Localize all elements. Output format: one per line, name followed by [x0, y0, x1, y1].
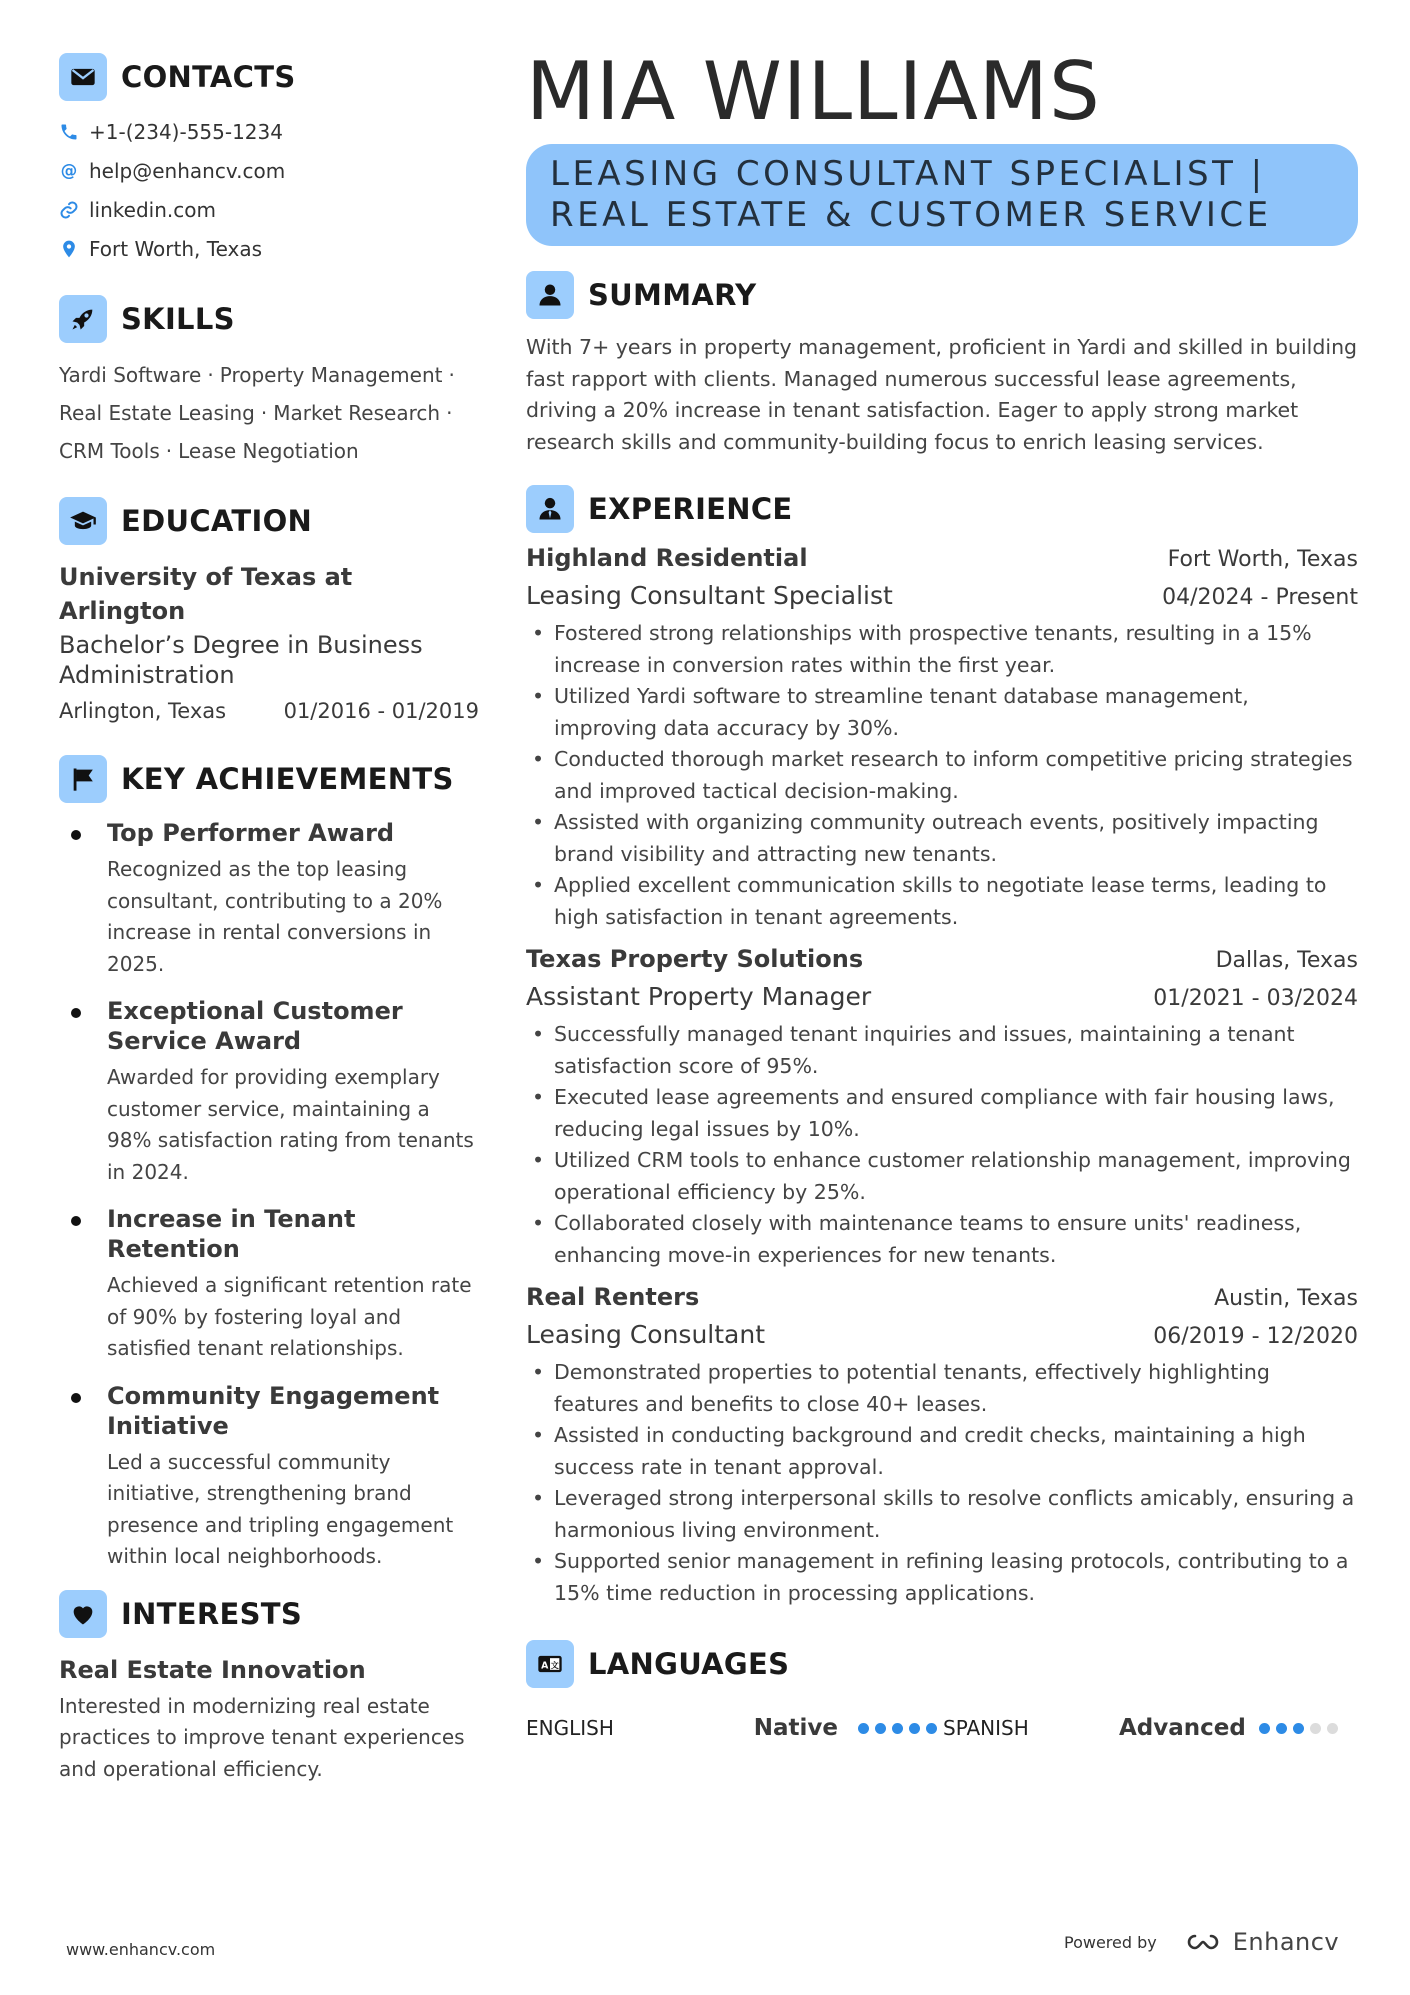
job-company: Real Renters: [526, 1283, 700, 1311]
achievement-item: [59, 818, 479, 980]
job-bullet: • Utilized CRM tools to enhance customer relationship management, improving operational efficiency by 25%.: [526, 1145, 1358, 1208]
interest-desc: Interested in modernizing real estate practices to improve tenant experiences and operational efficiency.: [59, 1693, 465, 1781]
job-bullet: • Successfully managed tenant inquiries and issues, maintaining a tenant satisfaction score of 95%.: [526, 1019, 1358, 1082]
candidate-name: MIA WILLIAMS: [526, 45, 1101, 138]
education-school: University of Texas at Arlington: [59, 563, 353, 625]
interest-title: Real Estate Innovation: [59, 1655, 366, 1684]
rating-dot-filled: [926, 1723, 937, 1734]
job-bullet: • Conducted thorough market research to inform competitive pricing strategies and improved tactical decision-making.: [526, 744, 1358, 807]
job-entry: [526, 540, 1358, 933]
education-header: [59, 496, 479, 546]
achievement-title: Exceptional Customer Service Award: [107, 997, 403, 1055]
rating-dot-filled: [892, 1723, 903, 1734]
job-location: Fort Worth, Texas: [1167, 547, 1358, 572]
powered-by-text: Powered by: [1064, 1932, 1157, 1952]
language-level: Native: [753, 1715, 838, 1741]
achievement-title: Top Performer Award: [107, 819, 395, 847]
bullet-dot-icon: [71, 1393, 81, 1403]
skill-item: CRM Tools: [59, 439, 160, 463]
job-bullet: • Utilized Yardi software to streamline tenant database management, improving data accuracy by 30%.: [526, 681, 1358, 744]
language-name: SPANISH: [943, 1716, 1029, 1740]
job-bullets: [526, 618, 1358, 933]
skill-item: Yardi Software: [59, 363, 202, 387]
job-role: Leasing Consultant Specialist: [526, 581, 893, 610]
job-company: Texas Property Solutions: [526, 945, 864, 973]
education-location: Arlington, Texas: [59, 699, 227, 723]
summary-text: With 7+ years in property management, proficient in Yardi and skilled in building fast rapport with clients. Managed numerous successful lease agreements, driving a 20% increase in tenant satisfaction. Eager to apply strong market research skills and community-building focus to enrich leasing services.: [526, 335, 1358, 454]
headline-line: LEASING CONSULTANT SPECIALIST |: [550, 154, 1266, 194]
bullet-dot-icon: [71, 1008, 81, 1018]
translate-icon: [526, 1640, 574, 1688]
job-role: Assistant Property Manager: [526, 982, 872, 1011]
job-bullet: • Leveraged strong interpersonal skills to resolve conflicts amicably, ensuring a harmonious living environment.: [526, 1483, 1358, 1546]
job-role: Leasing Consultant: [526, 1320, 766, 1349]
footer-website[interactable]: www.enhancv.com: [66, 1940, 216, 1959]
phone-text: +1-(234)-555-1234: [89, 119, 283, 144]
contact-location: [59, 229, 479, 268]
achievement-desc: Achieved a significant retention rate of 90% by fostering loyal and satisfied tenant relationships.: [107, 1273, 472, 1360]
flag-icon: [59, 755, 107, 803]
enhancv-logo-icon: [1181, 1930, 1225, 1954]
education-meta: [59, 694, 479, 728]
headline-line: REAL ESTATE & CUSTOMER SERVICE: [550, 195, 1272, 235]
job-dates: 01/2021 - 03/2024: [1153, 986, 1358, 1011]
contact-linkedin[interactable]: [59, 190, 479, 229]
rating-dot-empty: [1327, 1723, 1338, 1734]
achievements-title: KEY ACHIEVEMENTS: [121, 762, 454, 796]
languages-header: [526, 1639, 1358, 1689]
rating-dot-empty: [1310, 1723, 1321, 1734]
job-bullet: • Collaborated closely with maintenance teams to ensure units' readiness, enhancing move-in experiences for new tenants.: [526, 1208, 1358, 1271]
linkedin-text: linkedin.com: [89, 197, 216, 222]
achievement-title: Increase in Tenant Retention: [107, 1205, 356, 1263]
achievement-desc: Recognized as the top leasing consultant, contributing to a 20% increase in rental conversions in 2025.: [107, 857, 443, 976]
phone-icon: [59, 122, 79, 142]
language-rating: [1259, 1723, 1344, 1734]
contacts-header: [59, 52, 479, 102]
job-bullets: [526, 1019, 1358, 1271]
languages-title: LANGUAGES: [588, 1647, 790, 1681]
svg-text:文: 文: [550, 1660, 559, 1671]
job-location: Dallas, Texas: [1215, 948, 1358, 973]
education-dates: 01/2016 - 01/2019: [283, 699, 479, 723]
left-column: [59, 52, 479, 1785]
job-bullet: • Fostered strong relationships with prospective tenants, resulting in a 15% increase in conversion rates within the first year.: [526, 618, 1358, 681]
rating-dot-filled: [909, 1723, 920, 1734]
interests-title: INTERESTS: [121, 1596, 303, 1631]
skill-item: Property Management: [219, 363, 443, 387]
businessperson-icon: [526, 485, 574, 533]
contact-email[interactable]: [59, 151, 479, 190]
svg-text:A: A: [541, 1660, 549, 1672]
headline-box: [526, 144, 1358, 246]
achievement-item: [59, 996, 479, 1188]
job-location: Austin, Texas: [1214, 1286, 1358, 1311]
contact-phone[interactable]: [59, 112, 479, 151]
job-bullet: • Supported senior management in refining leasing protocols, contributing to a 15% time reduction in processing applications.: [526, 1546, 1358, 1609]
experience-title: EXPERIENCE: [588, 492, 793, 526]
contacts-list: [59, 112, 479, 268]
achievement-title: Community Engagement Initiative: [107, 1381, 440, 1440]
location-pin-icon: [59, 239, 79, 259]
language-level: Advanced: [1119, 1715, 1246, 1741]
rating-dot-filled: [875, 1723, 886, 1734]
achievements-list: [59, 818, 479, 1573]
skills-title: SKILLS: [121, 302, 235, 336]
achievement-desc: Awarded for providing exemplary customer service, maintaining a 98% satisfaction rating from tenants in 2024.: [107, 1065, 474, 1184]
summary-title: SUMMARY: [588, 278, 757, 312]
language-item: [943, 1715, 1358, 1741]
skill-item: Real Estate Leasing: [59, 401, 255, 425]
language-name: ENGLISH: [526, 1716, 614, 1740]
experience-header: [526, 484, 1358, 534]
education-title: EDUCATION: [121, 504, 313, 538]
skills-header: [59, 294, 479, 344]
contacts-title: CONTACTS: [121, 60, 296, 94]
job-bullet: • Applied excellent communication skills to negotiate lease terms, leading to high satisfaction in tenant agreements.: [526, 870, 1358, 933]
language-rating: [858, 1723, 943, 1734]
summary-header: [526, 270, 1358, 320]
rocket-icon: [59, 295, 107, 343]
envelope-icon: [59, 53, 107, 101]
right-column: [526, 45, 1358, 1743]
education-degree: Bachelor’s Degree in Business Administration: [59, 631, 423, 689]
graduation-cap-icon: [59, 497, 107, 545]
job-bullet: • Assisted with organizing community outreach events, positively impacting brand visibility and attracting new tenants.: [526, 807, 1358, 870]
achievements-header: [59, 754, 479, 804]
job-bullet: • Executed lease agreements and ensured compliance with fair housing laws, reducing legal issues by 10%.: [526, 1082, 1358, 1145]
job-dates: 06/2019 - 12/2020: [1153, 1324, 1358, 1349]
at-icon: [59, 161, 79, 181]
location-text: Fort Worth, Texas: [89, 236, 263, 261]
job-bullet: • Demonstrated properties to potential tenants, effectively highlighting features and benefits to close 40+ leases.: [526, 1357, 1358, 1420]
link-icon: [59, 200, 79, 220]
skill-item: Lease Negotiation: [178, 439, 359, 463]
brand-name: Enhancv: [1232, 1928, 1340, 1956]
skill-item: Market Research: [273, 401, 441, 425]
svg-text:@: @: [60, 160, 78, 180]
rating-dot-filled: [858, 1723, 869, 1734]
heart-icon: [59, 1590, 107, 1638]
job-bullet: • Assisted in conducting background and credit checks, maintaining a high success rate in tenant approval.: [526, 1420, 1358, 1483]
bullet-dot-icon: [71, 830, 81, 840]
achievement-desc: Led a successful community initiative, strengthening brand presence and tripling engagement within local neighborhoods.: [107, 1449, 454, 1568]
user-icon: [526, 271, 574, 319]
bullet-dot-icon: [71, 1216, 81, 1226]
rating-dot-filled: [1259, 1723, 1270, 1734]
rating-dot-filled: [1293, 1723, 1304, 1734]
job-dates: 04/2024 - Present: [1162, 585, 1358, 610]
job-company: Highland Residential: [526, 544, 808, 572]
email-text: help@enhancv.com: [89, 158, 286, 183]
rating-dot-filled: [1276, 1723, 1287, 1734]
achievement-item: [59, 1381, 479, 1573]
job-bullets: [526, 1357, 1358, 1609]
language-item: [526, 1715, 943, 1741]
footer-branding: [1064, 1928, 1339, 1956]
job-entry: [526, 941, 1358, 1271]
achievement-item: [59, 1204, 479, 1365]
languages-list: [526, 1713, 1358, 1743]
job-entry: [526, 1279, 1358, 1609]
interests-header: [59, 1589, 479, 1639]
skills-list: Yardi Software · Property Management · Real Estate Leasing · Market Research · CRM Tools · Lease Negotiation: [59, 363, 455, 463]
